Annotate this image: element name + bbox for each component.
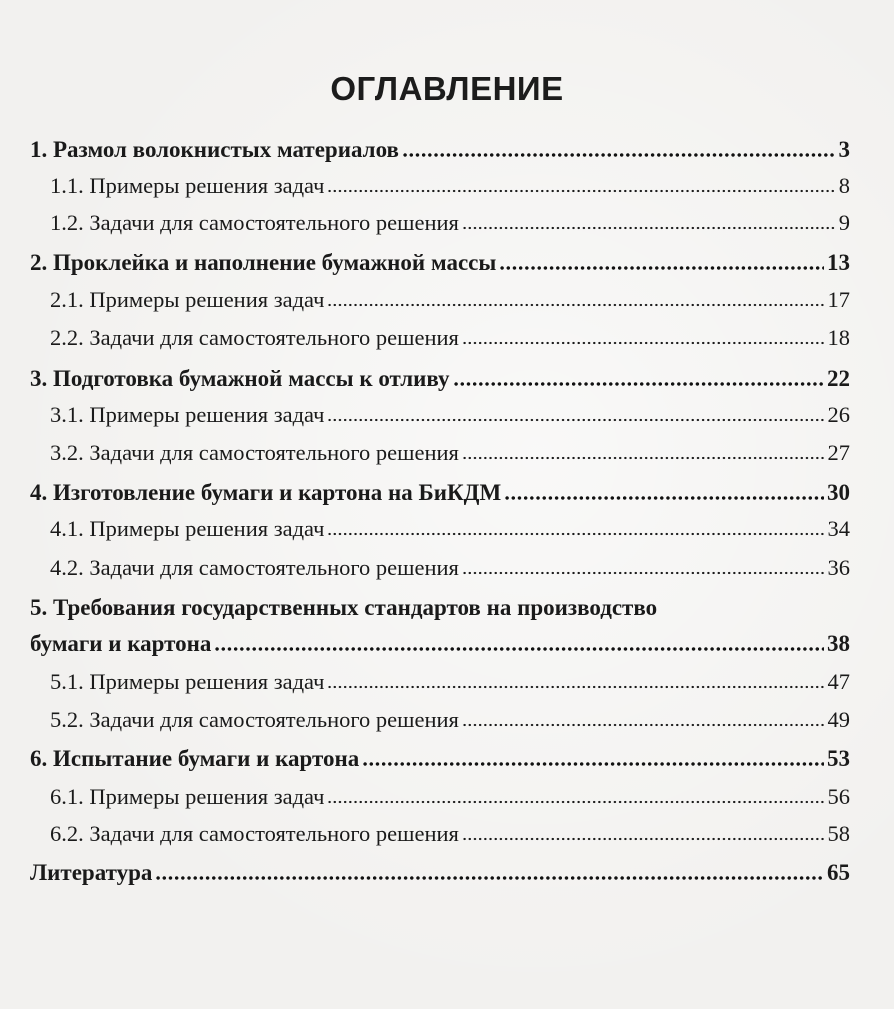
toc-entry-chapter-6[interactable] <box>30 744 850 774</box>
toc-entry-page: 22 <box>827 366 850 391</box>
dot-leader <box>214 647 824 651</box>
dot-leader <box>155 876 824 880</box>
toc-entry-label: 2.1. Примеры решения задач <box>50 287 325 312</box>
toc-entry-chapter-3[interactable] <box>30 364 850 394</box>
toc-entry-page: 65 <box>827 860 850 885</box>
toc-entry-literature[interactable] <box>30 858 850 888</box>
dot-leader <box>327 685 824 689</box>
toc-entry-label: 3.1. Примеры решения задач <box>50 402 325 427</box>
dot-leader <box>362 762 824 766</box>
toc-entry-page: 36 <box>827 555 850 580</box>
toc-entry-section-3-1[interactable] <box>50 400 850 430</box>
toc-entry-page: 49 <box>827 707 850 732</box>
toc-entry-page: 18 <box>827 325 850 350</box>
toc-entry-page: 56 <box>827 784 850 809</box>
toc-entry-label: бумаги и картона <box>30 631 212 656</box>
toc-entry-section-3-2[interactable] <box>50 438 850 468</box>
toc-entry-page: 26 <box>827 402 850 427</box>
toc-entry-section-2-1[interactable] <box>50 285 850 315</box>
toc-entry-page: 47 <box>827 669 850 694</box>
dot-leader <box>327 303 824 307</box>
dot-leader <box>327 532 824 536</box>
toc-entry-section-6-1[interactable] <box>50 782 850 812</box>
toc-entry-page: 30 <box>827 480 850 505</box>
toc-entry-chapter-1[interactable] <box>30 135 850 165</box>
dot-leader <box>462 226 836 230</box>
dot-leader <box>462 341 825 345</box>
toc-entry-chapter-5-line1: 5. Требования государственных стандартов на производство <box>30 595 658 620</box>
toc-entry-section-5-1[interactable] <box>50 667 850 697</box>
toc-entry-label: 4.2. Задачи для самостоятельного решения <box>50 555 459 580</box>
toc-entry-label: 5.1. Примеры решения задач <box>50 669 325 694</box>
dot-leader <box>462 456 825 460</box>
toc-entry-chapter-5[interactable] <box>30 629 850 659</box>
dot-leader <box>402 153 836 157</box>
toc-entry-section-1-2[interactable] <box>50 208 850 238</box>
toc-entry-section-4-1[interactable] <box>50 514 850 544</box>
toc-entry-label: 6.1. Примеры решения задач <box>50 784 325 809</box>
toc-entry-label: 4. Изготовление бумаги и картона на БиКДМ <box>30 480 502 505</box>
toc-entry-label: 1.2. Задачи для самостоятельного решения <box>50 210 459 235</box>
toc-entry-label: 3.2. Задачи для самостоятельного решения <box>50 440 459 465</box>
toc-entry-label: 2. Проклейка и наполнение бумажной массы <box>30 250 497 275</box>
toc-entry-label: 6. Испытание бумаги и картона <box>30 746 360 771</box>
toc-entry-page: 34 <box>827 516 850 541</box>
toc-entry-section-2-2[interactable] <box>50 323 850 353</box>
toc-entry-chapter-2[interactable] <box>30 248 850 278</box>
toc-entry-page: 38 <box>827 631 850 656</box>
toc-entry-label: 4.1. Примеры решения задач <box>50 516 325 541</box>
toc-entry-chapter-4[interactable] <box>30 478 850 508</box>
dot-leader <box>453 382 824 386</box>
toc-entry-label: 6.2. Задачи для самостоятельного решения <box>50 821 459 846</box>
dot-leader <box>462 571 825 575</box>
dot-leader <box>499 266 824 270</box>
toc-entry-section-5-2[interactable] <box>50 705 850 735</box>
toc-entry-page: 53 <box>827 746 850 771</box>
toc-entry-page: 17 <box>827 287 850 312</box>
toc-entry-label: 3. Подготовка бумажной массы к отливу <box>30 366 450 391</box>
page-title: ОГЛАВЛЕНИЕ <box>330 70 564 107</box>
toc-entry-page: 3 <box>838 137 850 162</box>
toc-entry-page: 8 <box>838 173 850 198</box>
toc-entry-page: 27 <box>827 440 850 465</box>
toc-entry-label: 1. Размол волокнистых материалов <box>30 137 399 162</box>
toc-entry-section-1-1[interactable] <box>50 171 850 201</box>
toc-entry-label: 5.2. Задачи для самостоятельного решения <box>50 707 459 732</box>
dot-leader <box>462 723 825 727</box>
dot-leader <box>327 189 835 193</box>
toc-entry-label: Литература <box>30 860 153 885</box>
dot-leader <box>504 496 824 500</box>
toc-entry-page: 9 <box>838 210 850 235</box>
toc-entry-section-6-2[interactable] <box>50 819 850 849</box>
dot-leader <box>462 837 825 841</box>
toc-entry-section-4-2[interactable] <box>50 553 850 583</box>
toc-entry-page: 58 <box>827 821 850 846</box>
toc-entry-label: 2.2. Задачи для самостоятельного решения <box>50 325 459 350</box>
dot-leader <box>327 800 824 804</box>
dot-leader <box>327 418 824 422</box>
toc-entry-label: 1.1. Примеры решения задач <box>50 173 325 198</box>
toc-entry-page: 13 <box>827 250 850 275</box>
